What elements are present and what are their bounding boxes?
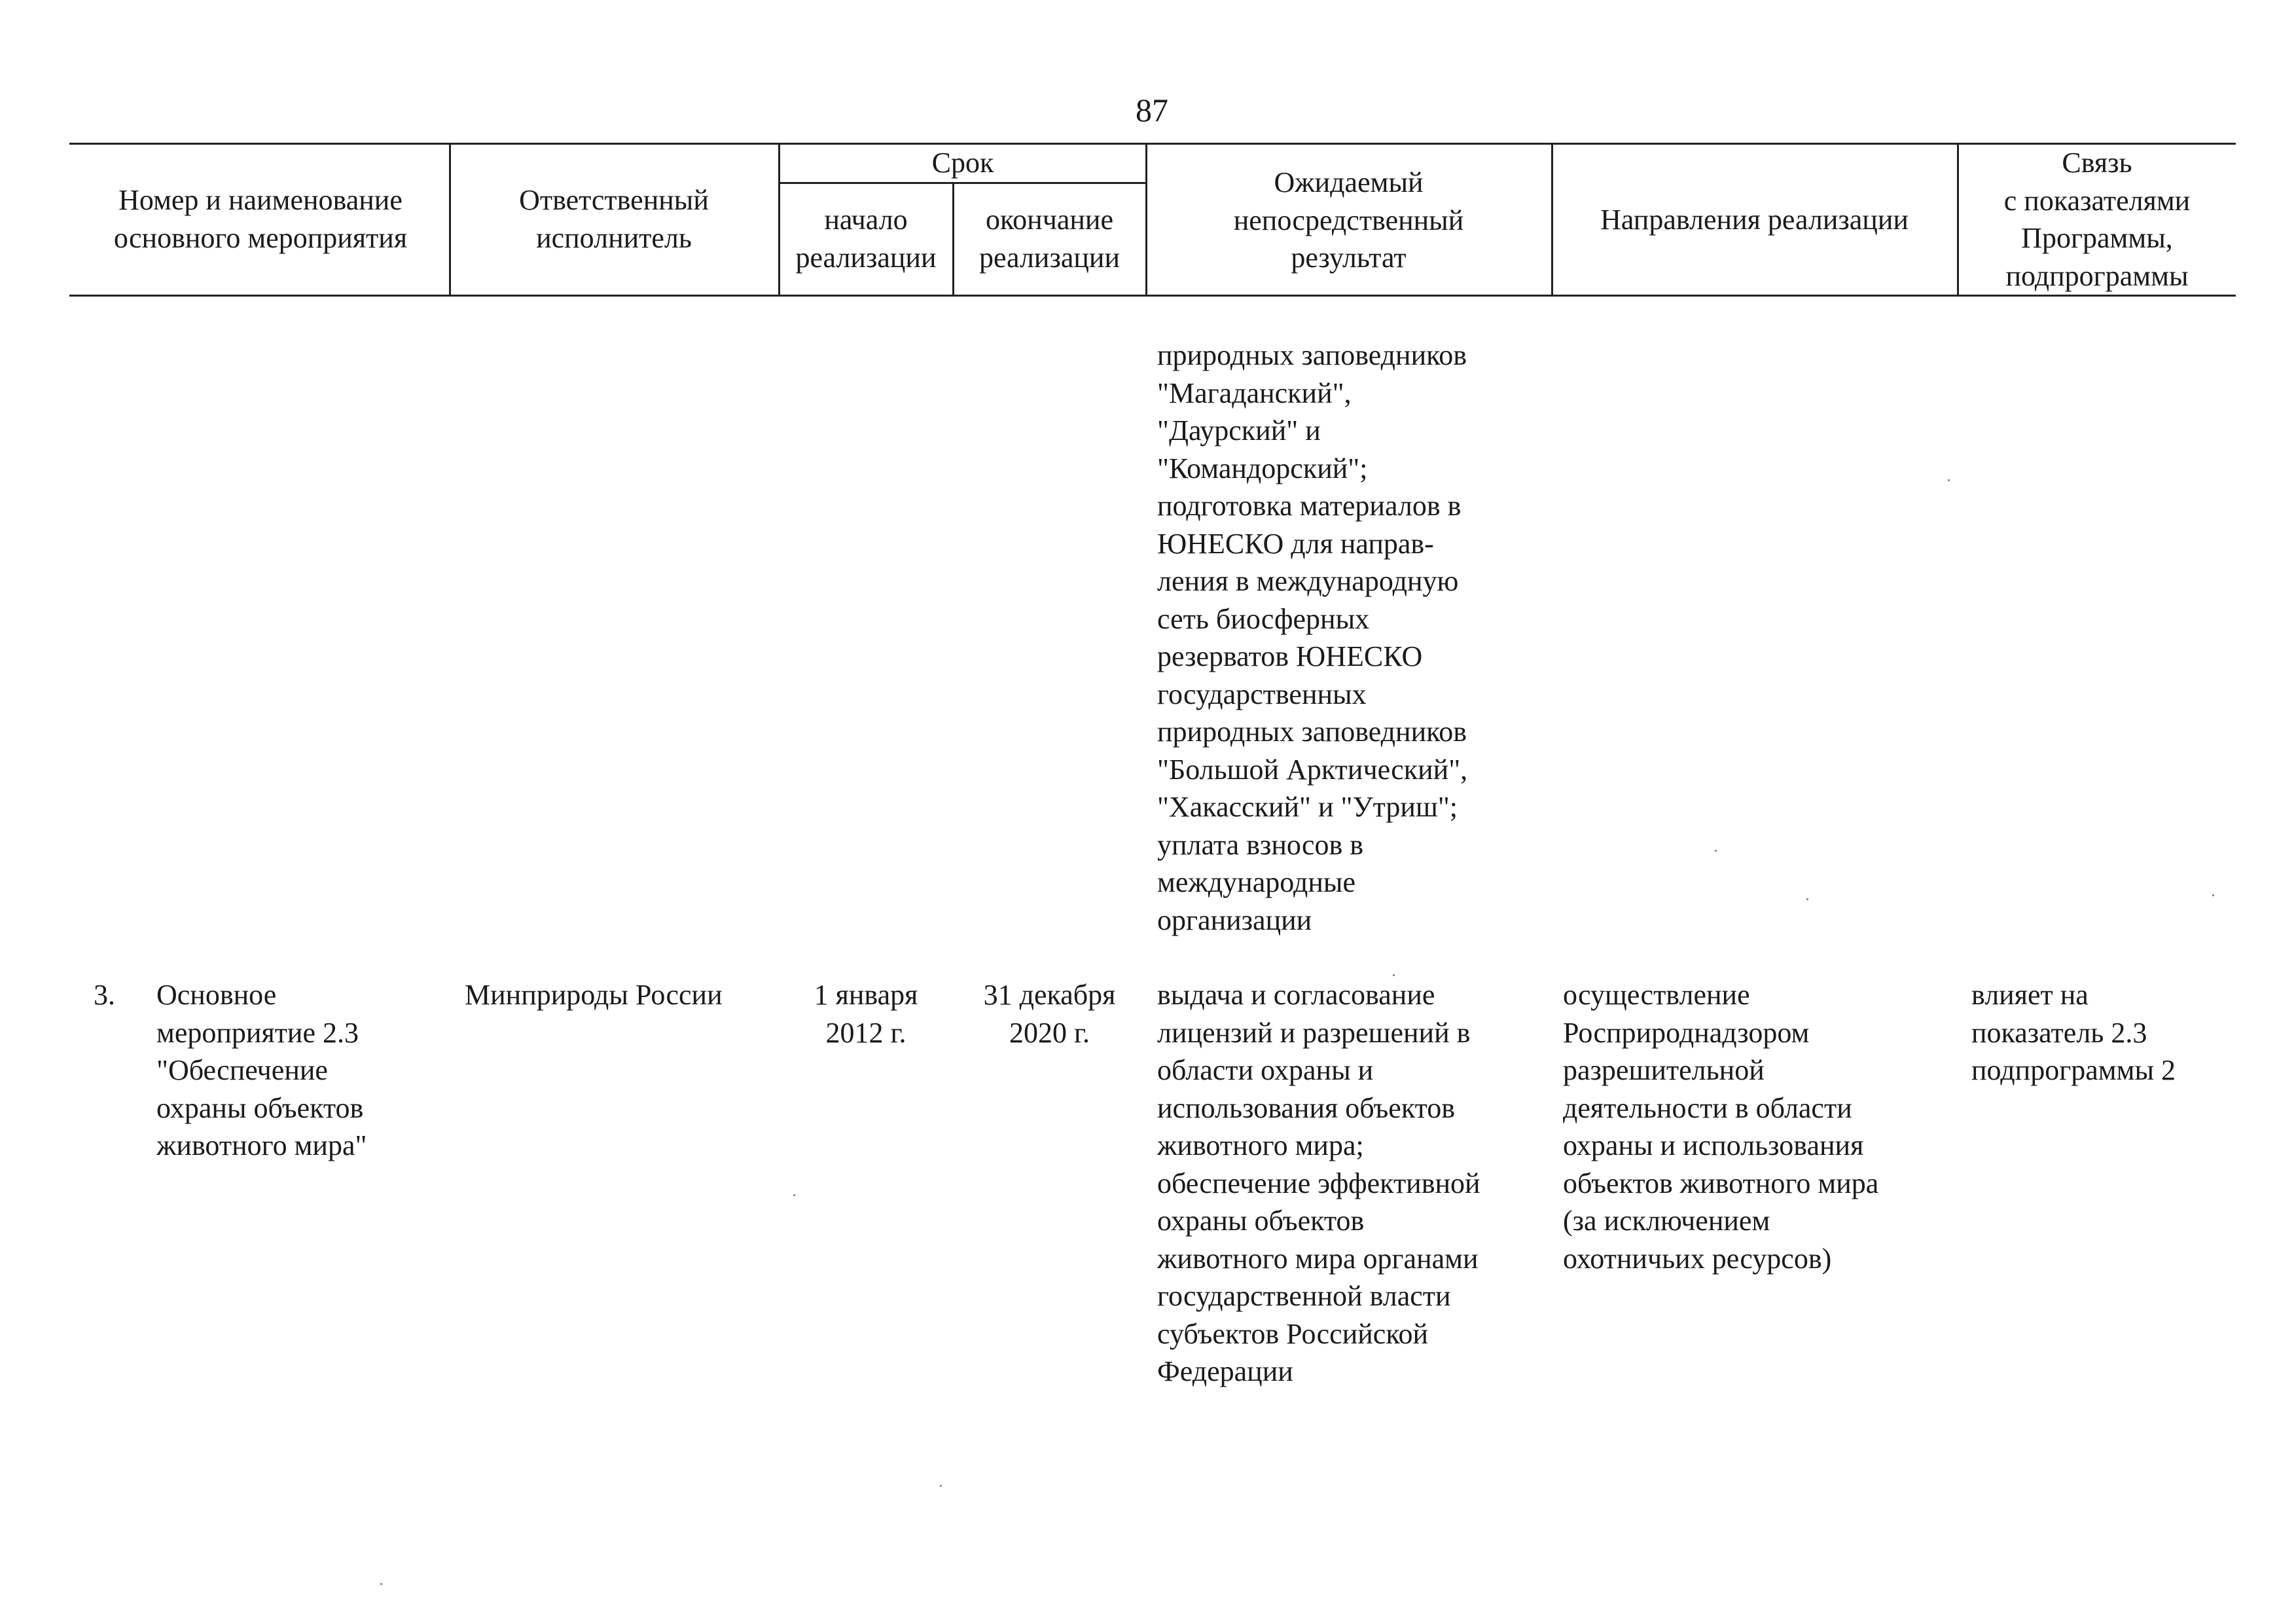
header-result-line: Ожидаемый xyxy=(1274,166,1424,198)
header-start-cell xyxy=(781,201,951,276)
header-end-line: реализации xyxy=(978,241,1121,274)
row-result-line: животного мира органами xyxy=(1157,1242,1479,1275)
header-result-line: результат xyxy=(1291,242,1407,274)
row-start-cell xyxy=(781,976,951,1051)
header-executor-line: Ответственный xyxy=(519,184,709,216)
row-result-line: использования объектов xyxy=(1157,1091,1456,1124)
page-number: 87 xyxy=(1136,92,1168,128)
continuation-line: "Магаданский", xyxy=(1157,376,1352,409)
continuation-line: ЮНЕСКО для направ- xyxy=(1157,527,1434,560)
row-direction-line: деятельности в области xyxy=(1563,1091,1852,1124)
column-divider-3 xyxy=(952,182,954,297)
row-link-line: подпрограммы 2 xyxy=(1971,1054,2176,1086)
scan-speck xyxy=(1806,898,1808,900)
continuation-line: резерватов ЮНЕСКО xyxy=(1157,640,1423,672)
column-divider-2 xyxy=(778,143,780,297)
row-name-line: охраны объектов xyxy=(156,1091,364,1124)
continuation-line: природных заповедников xyxy=(1157,339,1467,371)
row-direction-line: объектов животного мира xyxy=(1563,1167,1879,1199)
continuation-line: "Большой Арктический", xyxy=(1157,753,1468,786)
continuation-line: "Хакасский" и "Утриш"; xyxy=(1157,791,1458,823)
row-name-line: Основное xyxy=(156,979,277,1011)
continuation-line: природных заповедников xyxy=(1157,716,1467,748)
scan-speck xyxy=(1393,974,1395,976)
scan-speck xyxy=(380,1583,382,1585)
continuation-line: "Командорский"; xyxy=(1157,452,1368,484)
row-executor-cell xyxy=(465,976,778,1014)
scan-speck xyxy=(793,1194,795,1196)
row-result-cell xyxy=(1157,976,1550,1391)
row-result-line: Федерации xyxy=(1157,1355,1293,1387)
header-end-cell xyxy=(955,201,1144,276)
row-link-line: влияет на xyxy=(1971,979,2089,1011)
row-start-line: 2012 г. xyxy=(825,1016,906,1049)
row-direction-line: охотничьих ресурсов) xyxy=(1563,1242,1832,1275)
header-start-line: реализации xyxy=(795,241,937,274)
continuation-line: "Даурский" и xyxy=(1157,414,1321,447)
row-link-cell xyxy=(1971,976,2233,1089)
row-direction-line: (за исключением xyxy=(1563,1205,1770,1237)
scan-speck xyxy=(1715,850,1717,852)
row-number: 3. xyxy=(94,979,115,1011)
row-result-line: государственной власти xyxy=(1157,1280,1451,1312)
scan-speck xyxy=(940,1485,942,1487)
row-link-line: показатель 2.3 xyxy=(1971,1016,2147,1049)
continuation-line: уплата взносов в xyxy=(1157,828,1364,861)
continuation-line: ления в международную xyxy=(1157,565,1459,597)
header-start-line: начало xyxy=(824,204,908,236)
row-result-line: животного мира; xyxy=(1157,1129,1364,1161)
row-name-cell xyxy=(156,976,448,1165)
row-result-line: обеспечение эффективной xyxy=(1157,1167,1480,1199)
row-end-cell xyxy=(955,976,1144,1051)
column-divider-4 xyxy=(1145,143,1147,297)
header-result-cell xyxy=(1148,164,1549,277)
continuation-line: государственных xyxy=(1157,678,1367,710)
continuation-result-cell xyxy=(1157,337,1550,939)
header-term-label: Срок xyxy=(931,147,994,179)
header-end-line: окончание xyxy=(986,204,1113,236)
row-direction-line: разрешительной xyxy=(1563,1054,1765,1086)
header-link-line: Программы, xyxy=(2021,222,2173,254)
row-result-line: охраны объектов xyxy=(1157,1205,1365,1237)
header-bottom-border xyxy=(69,295,2236,297)
row-result-line: лицензий и разрешений в xyxy=(1157,1016,1471,1049)
column-divider-5 xyxy=(1551,143,1553,297)
continuation-line: организации xyxy=(1157,903,1312,936)
row-result-line: субъектов Российской xyxy=(1157,1317,1429,1350)
row-name-line: "Обеспечение xyxy=(156,1054,328,1086)
continuation-line: сеть биосферных xyxy=(1157,602,1370,635)
header-name-cell xyxy=(73,181,448,257)
column-divider-6 xyxy=(1957,143,1959,297)
row-executor: Минприроды России xyxy=(465,979,723,1011)
header-link-line: подпрограммы xyxy=(2005,259,2189,292)
row-start-line: 1 января xyxy=(814,979,918,1011)
header-directions-label: Направления реализации xyxy=(1600,204,1909,236)
header-term-cell xyxy=(781,144,1145,182)
row-result-line: выдача и согласование xyxy=(1157,979,1435,1011)
continuation-line: подготовка материалов в xyxy=(1157,490,1462,522)
header-link-line: Связь xyxy=(2062,147,2132,179)
table-top-border xyxy=(69,143,2236,145)
term-subheader-border xyxy=(778,182,1147,184)
row-direction-line: осуществление xyxy=(1563,979,1750,1011)
row-directions-cell xyxy=(1563,976,1956,1277)
row-name-line: мероприятие 2.3 xyxy=(156,1016,359,1049)
header-directions-cell xyxy=(1554,201,1955,239)
row-direction-line: Росприроднадзором xyxy=(1563,1016,1810,1049)
scan-speck xyxy=(1948,479,1950,481)
header-link-line: с показателями xyxy=(2003,184,2191,217)
column-divider-1 xyxy=(449,143,451,297)
header-name-line: основного мероприятия xyxy=(113,221,408,254)
header-link-cell xyxy=(1960,144,2234,295)
row-end-line: 2020 г. xyxy=(1009,1016,1090,1049)
header-name-line: Номер и наименование xyxy=(118,184,403,216)
row-name-line: животного мира" xyxy=(156,1129,367,1161)
row-direction-line: охраны и использования xyxy=(1563,1129,1864,1161)
row-result-line: области охраны и xyxy=(1157,1054,1374,1086)
header-executor-line: исполнитель xyxy=(536,221,692,254)
row-end-line: 31 декабря xyxy=(983,979,1116,1011)
scan-speck xyxy=(2212,894,2214,896)
header-result-line: непосредственный xyxy=(1233,204,1464,236)
continuation-line: международные xyxy=(1157,866,1355,898)
header-executor-cell xyxy=(452,181,776,257)
